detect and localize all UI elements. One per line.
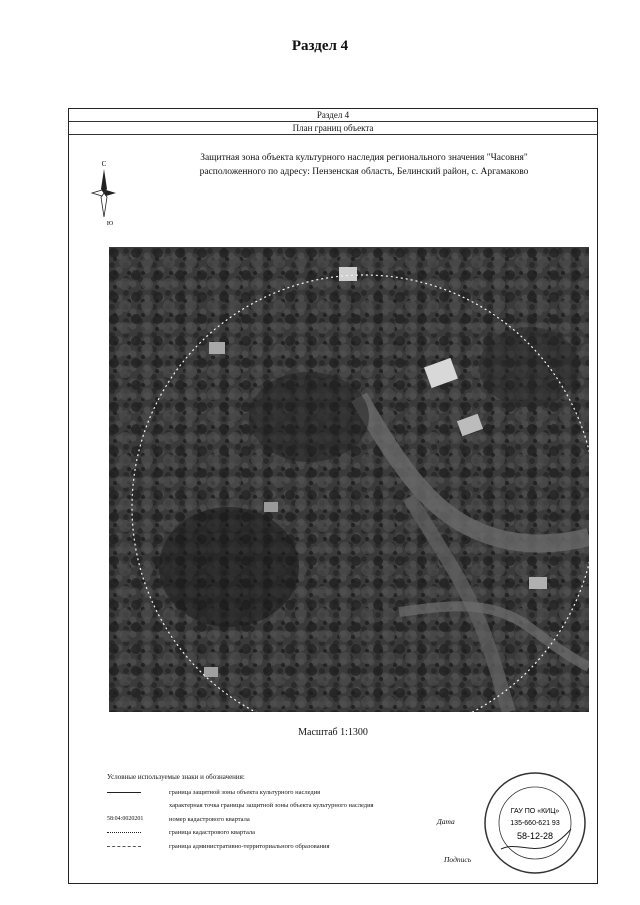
stamp-line-2: 135-660-621 93 — [510, 820, 560, 827]
legend-item — [107, 813, 487, 827]
legend-text: граница кадастрового квартала — [169, 829, 256, 836]
legend-symbol-dot — [107, 826, 169, 839]
date-label: Дата — [437, 817, 455, 826]
legend-item — [107, 826, 487, 840]
compass-rose — [89, 157, 119, 227]
aerial-map — [109, 247, 589, 712]
plan-title: План границ объекта — [69, 122, 597, 135]
legend-symbol-dash — [107, 840, 169, 853]
legend-title: Условные используемые знаки и обозначения: — [107, 773, 245, 781]
legend-symbol-line — [107, 786, 169, 799]
legend-text: граница защитной зоны объекта культурного наследия — [169, 788, 321, 796]
legend-symbol-text: 58:04:0020201 — [107, 815, 144, 822]
object-heading — [164, 151, 564, 179]
legend-item — [107, 840, 487, 854]
legend-item — [107, 799, 487, 813]
legend-text: граница административно-территориального образования — [169, 842, 330, 850]
signature-label: Подпись — [444, 855, 472, 864]
section-label: Раздел 4 — [69, 109, 597, 122]
legend-text: характерная точка границы защитной зоны объекта культурного наследия — [169, 802, 374, 809]
legend-symbol-empty — [107, 799, 169, 812]
heading-line-1: Защитная зона объекта культурного наследия регионального значения "Часовня" — [200, 153, 528, 163]
document-frame — [68, 108, 598, 884]
stamp-line-3: 58-12-28 — [516, 831, 554, 841]
page-title: Раздел 4 — [291, 38, 349, 54]
stamp-line-1: ГАУ ПО «КИЦ» — [510, 808, 560, 815]
legend-text: номер кадастрового квартала — [169, 815, 250, 823]
official-stamp — [481, 769, 589, 877]
compass-north: С — [101, 160, 107, 168]
legend-item — [107, 786, 487, 800]
legend — [107, 771, 487, 853]
map-scale: Масштаб 1:1300 — [298, 727, 368, 738]
heading-line-2: расположенного по адресу: Пензенская область, Белинский район, с. Аргамаково — [199, 167, 529, 177]
compass-south: Ю — [106, 221, 114, 227]
